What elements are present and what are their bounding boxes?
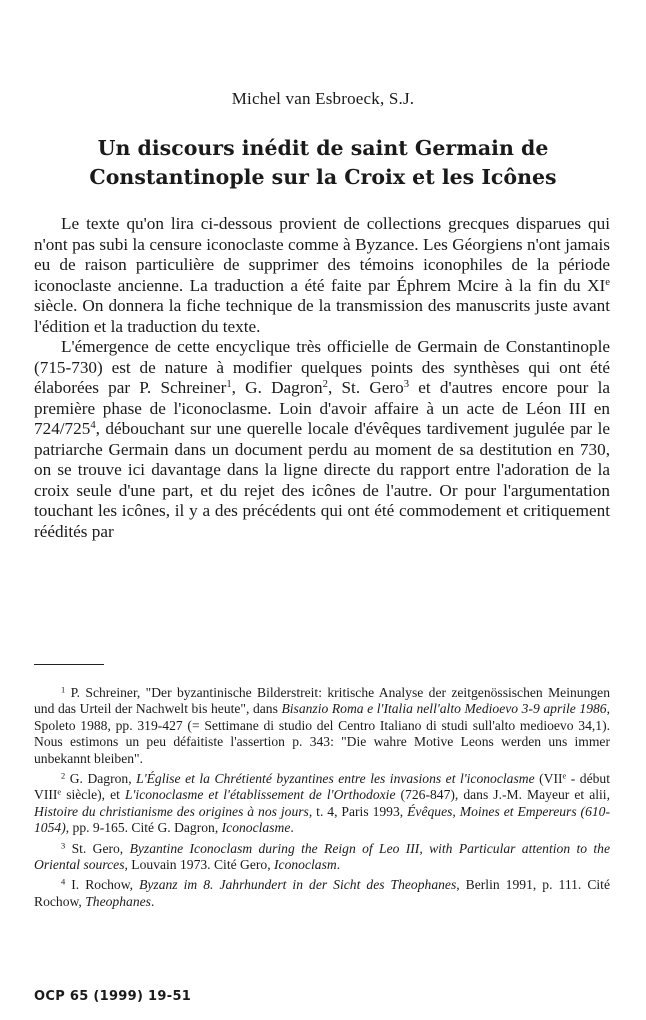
footnote-ref-1[interactable]: 1 — [226, 379, 232, 391]
author-line: Michel van Esbroeck, S.J. — [231, 89, 415, 108]
footnote-3: $^3$ St. Gero, Byzantine Iconoclasm during the Reign of Leo III, with Particular attention to the Oriental sources, Louvain 1973. Cité Gero, Iconoclasm. — [34, 840, 610, 873]
footnote-2: $^2$ G. Dagron, L'Église et la Chrétienté byzantines entre les invasions et l'iconoclasme (VIIe - début VIIIe siècle), et L'iconoclasme et l'établissement de l'Orthodoxie (726-847), dans J.-M. Mayeur et alii, Histoire du christianisme des origines à nos jours, t. 4, Paris 1993, Évêques, Moines et Empereurs (610-1054), pp. 9-165. Cité G. Dagron, Iconoclasme. — [34, 770, 611, 836]
footnote-ref-3[interactable]: 3 — [403, 379, 410, 391]
footnote-4: $^4$ I. Rochow, Byzanz im 8. Jahrhundert in der Sicht des Theophanes, Berlin 1991, p. 111. Cité Rochow, Theophanes. — [34, 876, 610, 909]
journal-citation: OCP 65 (1999) 19-51 — [34, 989, 192, 1004]
article-title — [60, 134, 586, 192]
footnote-divider — [34, 664, 104, 665]
title-line-2: Constantinople sur la Croix et les Icônes — [89, 165, 557, 189]
footnotes — [34, 685, 610, 914]
footnote-ref-4[interactable]: 4 — [90, 420, 96, 432]
paragraph-1: Le texte qu'on lira ci-dessous provient de collections grecques disparues qui n'ont pas subi la censure iconoclaste comme à Byzance. Les Géorgiens n'ont jamais eu de raison particulière de supprimer des témoins iconophiles de la période iconoclaste ancienne. La traduction a été faite par Éphrem Mcire à la fin du XIe siècle. On donnera la fiche technique de la transmission des manuscrits juste avant l'édition et la traduction du texte. — [34, 214, 610, 336]
title-line-1: Un discours inédit de saint Germain de — [97, 136, 549, 160]
paragraph-2: L'émergence de cette encyclique très officielle de Germain de Constantinople (715-730) est de nature à modifier quelques points des synthèses qui ont été élaborées par P. Schreiner$^1$, G. Dagron$^2$, St. Gero$^3$ et d'autres encore pour la première phase de l'iconoclasme. Loin d'avoir affaire à un acte de Léon III en $724/725^4$, débouchant sur une querelle locale d'évêques tardivement jugulée par le patriarche Germain dans un document perdu au moment de sa destitution en 730, on se trouve ici davantage dans la ligne directe du rapport entre l'adoration de la croix seule d'une part, et du rejet des icônes de l'autre. Or pour l'argumentation touchant les icônes, il y a des précédents qui ont été commodement et critiquement réédités par — [34, 337, 610, 541]
footnote-1: $^1$ P. Schreiner, "Der byzantinische Bilderstreit: kritische Analyse der zeitgenössischen Meinungen und das Urteil der Nachwelt bis heute", dans Bisanzio Roma e l'Italia nell'alto Medioevo 3-9 aprile 1986, Spoleto 1988, pp. 319-427 (= Settimane di studio del Centro Italiano di studi sull'alto medioevo 34,1). Nous estimons un peu défaitiste l'assertion p. 343: "Die wahre Motive Leons werden uns immer unbekannt bleiben". — [34, 684, 610, 766]
footnote-ref-2[interactable]: 2 — [322, 379, 328, 391]
body-text — [34, 214, 610, 542]
